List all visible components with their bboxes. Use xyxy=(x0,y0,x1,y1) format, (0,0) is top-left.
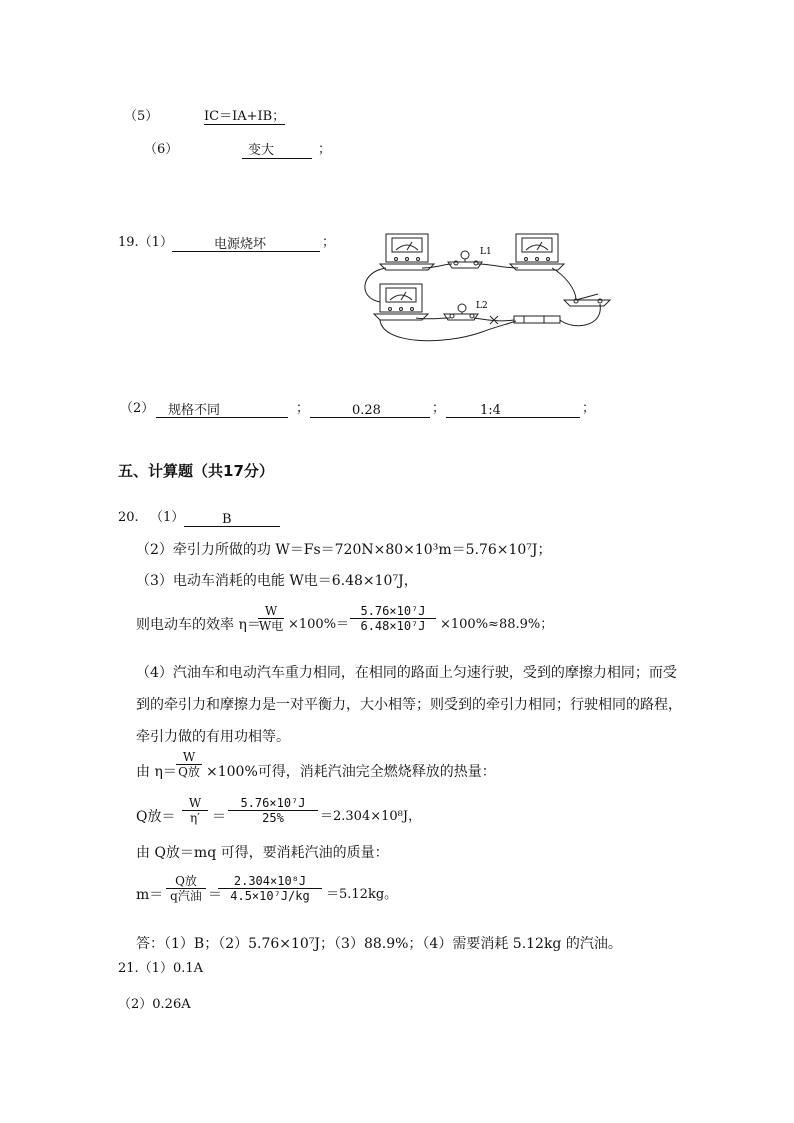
q20-mass-intro: 由 Q放＝mq 可得，要消耗汽油的质量： xyxy=(136,845,389,861)
q20-qfang-fraction1-num: W xyxy=(188,796,202,810)
q20-eff-post: ×100%≈88.9%； xyxy=(440,617,554,632)
q19-answer2b xyxy=(310,400,430,418)
lamp-l2-label: L2 xyxy=(476,301,488,311)
ammeter-top-left xyxy=(380,234,434,270)
q18-part6-end: ； xyxy=(318,142,332,157)
q20-mass-fraction2 xyxy=(218,874,322,903)
q20-eff-fraction1-den: W电 xyxy=(258,619,284,633)
q20-eta-fraction-den: Q放 xyxy=(178,765,200,779)
q19-answer1 xyxy=(172,234,320,252)
q19-answer1-end: ； xyxy=(322,235,336,250)
q20-eta-fraction-num: W xyxy=(182,750,196,764)
q18-part6-answer xyxy=(242,141,312,159)
q20-part3-efficiency-prefix: 则电动车的效率 η＝ xyxy=(136,617,261,633)
switch xyxy=(564,294,610,306)
q20-part4-line2: 到的牵引力和摩擦力是一对平衡力，大小相等；则受到的牵引力相同；行驶相同的路程， xyxy=(136,697,682,713)
q18-part5-answer-text: IC＝IA+IB； xyxy=(204,109,286,124)
ammeter-top-right xyxy=(510,234,564,270)
q20-part1-answer-text: B xyxy=(184,511,280,527)
q20-mass-fraction1-num: Q放 xyxy=(175,874,197,888)
q18-part5-label: （5） xyxy=(124,109,159,124)
q20-part1-answer xyxy=(184,509,280,527)
q20-qfang-fraction2 xyxy=(228,796,318,825)
q20-qfang-fraction1 xyxy=(182,796,208,825)
q20-eff-fraction1-num: W xyxy=(264,604,278,618)
q20-eta-post: ×100%可得，消耗汽油完全燃烧释放的热量： xyxy=(206,764,496,780)
q20-final-answer: 答：（1）B；（2）5.76×10⁷J；（3）88.9%；（4）需要消耗 5.12kg 的汽油。 xyxy=(136,936,622,952)
q20-eta-fraction xyxy=(176,750,202,779)
q20-mass-fraction2-num: 2.304×10⁸J xyxy=(233,874,307,888)
q20-qfang-eq: ＝ xyxy=(212,809,226,825)
q19-answer1-text: 电源烧坏 xyxy=(172,236,320,252)
q20-eff-fraction2-num: 5.76×10⁷J xyxy=(360,604,426,618)
battery xyxy=(514,316,560,323)
q19-sep1: ； xyxy=(296,401,310,416)
q19-answer2c xyxy=(446,400,580,418)
q20-part1-label: （1） xyxy=(150,510,185,525)
q18-part6-answer-text: 变大 xyxy=(242,142,312,159)
q20-eff-mid: ×100%＝ xyxy=(288,617,350,632)
q19-sep3: ； xyxy=(582,401,596,416)
lamp-l1 xyxy=(448,251,482,268)
q20-part4-line3: 牵引力做的有用功相等。 xyxy=(136,729,290,745)
q20-eff-fraction1 xyxy=(258,604,284,633)
q19-label: 19.（1） xyxy=(118,235,173,250)
q20-part2: （2）牵引力所做的功 W＝Fs＝720N×80×10³m＝5.76×10⁷J； xyxy=(136,542,552,558)
q19-answer2b-text: 0.28 xyxy=(310,402,430,418)
q19-answer2a-text: 规格不同 xyxy=(156,402,288,418)
q20-label: 20. xyxy=(118,510,139,525)
q20-qfang-fraction1-den: η′ xyxy=(190,811,200,825)
q20-qfang-fraction2-num: 5.76×10⁷J xyxy=(240,796,306,810)
q20-part4-line1: （4）汽油车和电动汽车重力相同，在相同的路面上匀速行驶，受到的摩擦力相同；而受 xyxy=(136,665,677,681)
q20-qfang-post: ＝2.304×10⁸J， xyxy=(320,809,422,824)
q19-sep2: ； xyxy=(432,401,446,416)
q18-part5-answer xyxy=(204,108,285,126)
q19-answer2a xyxy=(156,400,288,418)
q20-part3-line1: （3）电动车消耗的电能 W电＝6.48×10⁷J， xyxy=(136,573,418,589)
ammeter-bottom-left xyxy=(374,284,428,320)
q21-part2: （2）0.26A xyxy=(118,997,191,1012)
q20-mass-fraction1 xyxy=(166,874,206,903)
q20-mass-post: ＝5.12kg。 xyxy=(326,887,398,902)
q19-answer2c-text: 1:4 xyxy=(446,402,580,418)
q20-eff-fraction2-den: 6.48×10⁷J xyxy=(360,619,426,633)
q20-qfang-prefix: Q放＝ xyxy=(136,809,176,825)
q20-eff-fraction2 xyxy=(350,604,436,633)
q20-eta-prefix: 由 η＝ xyxy=(136,764,177,780)
circuit-diagram xyxy=(352,228,612,348)
q19-part2-label: （2） xyxy=(120,401,155,416)
q20-mass-fraction2-den: 4.5×10⁷J/kg xyxy=(230,889,310,903)
q20-mass-prefix: m＝ xyxy=(136,887,164,903)
q20-qfang-fraction2-den: 25% xyxy=(262,811,284,825)
lamp-l1-label: L1 xyxy=(480,247,492,257)
q20-mass-fraction1-den: q汽油 xyxy=(170,889,202,903)
q21-part1: 21.（1）0.1A xyxy=(118,961,204,976)
section-5-title: 五、计算题（共17分） xyxy=(118,462,274,480)
q20-mass-eq: ＝ xyxy=(208,887,222,903)
q18-part6-label: （6） xyxy=(144,142,179,157)
